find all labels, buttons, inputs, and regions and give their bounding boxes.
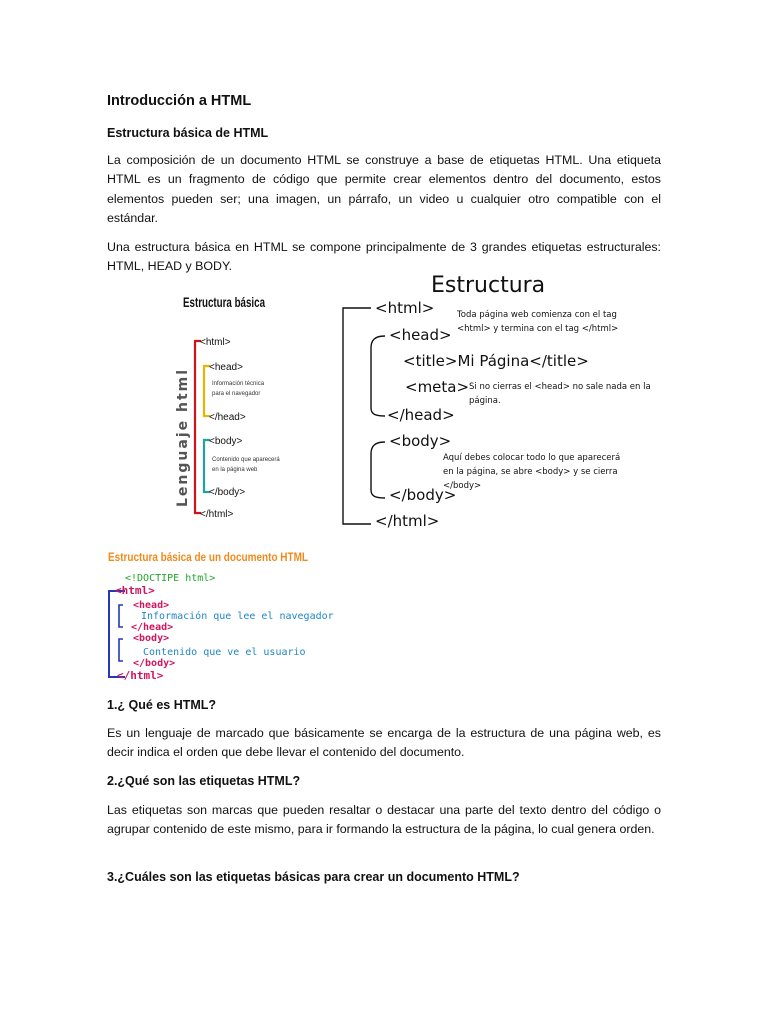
code-html-close: </html> <box>117 669 164 682</box>
figure-left-title: Estructura básica <box>183 294 266 310</box>
left-head-note-1: Información técnica <box>212 381 265 387</box>
code-head-bracket <box>119 605 123 627</box>
right-body-open: <body> <box>389 432 452 450</box>
left-body-note-1: Contenido que aparecerá <box>212 457 280 463</box>
answer-1: Es un lenguaje de marcado que básicamente se encarga de la estructura de una página web, es decir indica el orden que debe llevar el contenido del documento. <box>107 726 661 760</box>
left-html-open: <html> <box>200 337 231 348</box>
right-html-close: </html> <box>375 512 440 530</box>
left-head-note-2: para el navegador <box>212 391 261 397</box>
figure-code-title: Estructura básica de un documento HTML <box>108 552 308 564</box>
figure-code-structure <box>105 545 334 685</box>
right-note-html-2: <html> y termina con el tag </html> <box>457 324 619 334</box>
right-head-bracket <box>371 336 385 416</box>
code-head-content: Información que lee el navegador <box>141 611 334 622</box>
figure-left-side-label: Lenguaje html <box>175 367 191 507</box>
left-body-close: </body> <box>209 487 246 498</box>
right-note-body-2: en la página, se abre <body> y se cierra <box>443 467 618 477</box>
question-2: 2.¿Qué son las etiquetas HTML? <box>107 774 301 788</box>
code-doctype: <!DOCTIPE html> <box>125 573 216 584</box>
answer-2: Las etiquetas son marcas que pueden resaltar o destacar una parte del texto dentro del código o agrupar contenido de este mismo, para ir formando la estructura de la página, lo cual genera orden. <box>107 803 661 837</box>
paragraph-composition: La composición de un documento HTML se construye a base de etiquetas HTML. Una etiqueta HTML es un fragmento de código que permite crear elementos dentro del documento, estos elementos pueden ser; una imagen, un párrafo, un video u cualquier otro compatible con el estándar. <box>107 153 661 225</box>
question-1: 1.¿ Qué es HTML? <box>107 698 217 712</box>
html-bracket <box>195 341 201 513</box>
left-body-open: <body> <box>209 436 243 447</box>
right-html-bracket <box>343 308 371 524</box>
figure-right-title: Estructura <box>431 273 546 298</box>
left-html-close: </html> <box>200 509 234 520</box>
paragraph-basic-structure: Una estructura básica en HTML se compone principalmente de 3 grandes etiquetas estructurales: HTML, HEAD y BODY. <box>107 240 661 274</box>
code-html-open: <html> <box>115 584 155 597</box>
body-bracket <box>204 440 210 492</box>
right-html-open: <html> <box>375 299 435 317</box>
question-3: 3.¿Cuáles son las etiquetas básicas para crear un documento HTML? <box>107 870 520 884</box>
code-body-bracket <box>119 639 123 661</box>
code-body-content: Contenido que ve el usuario <box>143 647 306 658</box>
code-head-open: <head> <box>133 600 170 611</box>
code-body-open: <body> <box>133 633 170 644</box>
right-note-meta-2: página. <box>469 396 501 406</box>
right-note-body-1: Aquí debes colocar todo lo que aparecerá <box>443 453 621 463</box>
right-note-body-3: </body> <box>443 481 482 491</box>
left-head-close: </head> <box>209 412 246 423</box>
left-body-note-2: en la página web <box>212 467 258 473</box>
right-body-bracket <box>371 442 385 498</box>
section-subtitle: Estructura básica de HTML <box>107 126 269 140</box>
right-meta: <meta> <box>405 378 470 396</box>
left-head-open: <head> <box>209 362 243 373</box>
code-html-bracket <box>109 591 125 677</box>
figure-structure-annotated <box>335 268 665 536</box>
figure-basic-structure <box>165 285 323 530</box>
right-note-meta-1: Si no cierras el <head> no sale nada en la <box>469 382 651 392</box>
document-title: Introducción a HTML <box>107 93 252 109</box>
code-body-close: </body> <box>133 658 176 669</box>
right-title-line: <title>Mi Página</title> <box>403 352 589 370</box>
right-note-html-1: Toda página web comienza con el tag <box>457 310 617 320</box>
head-bracket <box>204 366 210 416</box>
right-body-close: </body> <box>389 486 457 504</box>
code-head-close: </head> <box>131 622 174 633</box>
right-head-close: </head> <box>387 406 455 424</box>
right-head-open: <head> <box>389 326 452 344</box>
